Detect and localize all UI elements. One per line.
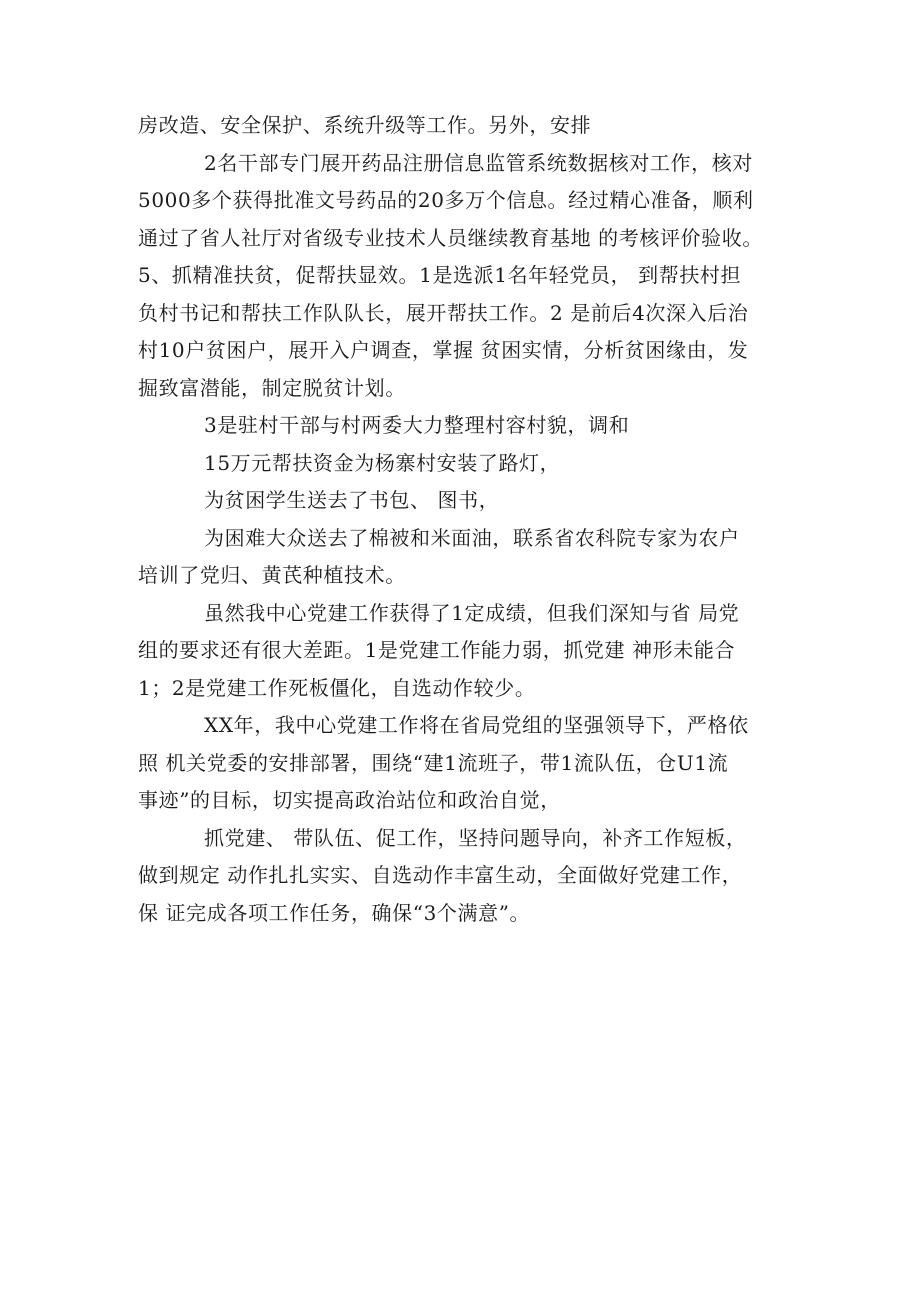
text-line: 1；2是党建工作死板僵化，自选动作较少。 [138, 675, 536, 700]
body-text [138, 107, 794, 932]
text-line: 抓党建、 带队伍、促工作，坚持问题导向，补齐工作短板， [204, 825, 747, 850]
text-line: 为困难大众送去了棉被和米面油，联系省农科院专家为农户 [204, 525, 740, 550]
text-line: 照 机关党委的安排部署，围绕“建1流班子，带1流队伍，仓U1流 [138, 750, 729, 775]
text-line: 村10户贫困户，展开入户调查，掌握 贫困实情，分析贫困缘由，发 [138, 338, 749, 362]
text-line: 组的要求还有很大差距。1是党建工作能力弱，抓党建 神形未能合 [138, 638, 736, 662]
text-line: 5000多个获得批准文号药品的20多万个信息。经过精心准备，顺利 [138, 188, 754, 212]
text-line: 掘致富潜能，制定脱贫计划。 [138, 375, 406, 400]
text-line: 负村书记和帮扶工作队队长，展开帮扶工作。2 是前后4次深入后治 [138, 300, 749, 325]
text-line: 保 证完成各项工作任务，确保“3个满意”。 [138, 900, 531, 925]
text-line: 2名干部专门展开药品注册信息监管系统数据核对工作，核对 [204, 150, 753, 175]
text-line: 培训了党归、黄芪种植技术。 [138, 563, 406, 587]
text-line: XX年，我中心党建工作将在省局党组的坚强领导下，严格依 [204, 713, 749, 737]
text-line: 5、抓精准扶贫，促帮扶显效。1是选派1名年轻党员， 到帮扶村担 [138, 263, 742, 287]
text-line: 事迹”的目标，切实提高政治站位和政治自觉， [138, 788, 561, 812]
text-line: 房改造、安全保护、系统升级等工作。另外，安排 [138, 113, 592, 137]
text-line: 做到规定 动作扎扎实实、自选动作丰富生动，全面做好党建工作， [138, 863, 743, 887]
text-line: 15万元帮扶资金为杨寨村安装了路灯， [204, 450, 561, 475]
text-line: 虽然我中心党建工作获得了1定成绩，但我们深知与省 局党 [204, 600, 740, 625]
text-line: 通过了省人社厅对省级专业技术人员继续教育基地 的考核评价验收。 [138, 225, 763, 250]
text-line: 为贫困学生送去了书包、 图书， [204, 488, 500, 512]
text-line: 3是驻村干部与村两委大力整理村容村貌，调和 [204, 413, 630, 437]
